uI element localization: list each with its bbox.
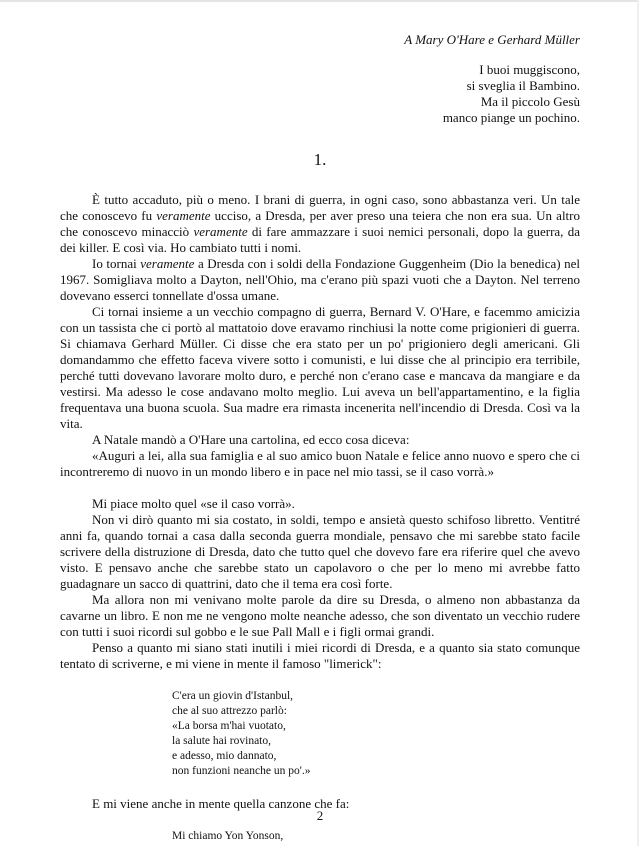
epigraph-line: manco piange un pochino. <box>442 110 580 125</box>
body-text <box>60 192 580 844</box>
verse-line: e adesso, mio dannato, <box>172 750 277 762</box>
text-run: ucciso, a Dresda, per aver preso una teiera che non era sua. Un altro che conoscevo minacciò <box>60 208 580 239</box>
text-run: a Dresda con i soldi della Fondazione Guggenheim (Dio la benedica) nel 1967. Somigliava molto a Dayton, nell'Ohio, ma c'erano più spazi vuoti che a Dayton. Nel terreno dovevano esserci tonnellate d'ossa umane. <box>60 256 580 303</box>
epigraph-line: I buoi muggiscono, <box>479 62 580 77</box>
verse-line: «La borsa m'hai vuotato, <box>172 720 286 732</box>
paragraph: Ma allora non mi venivano molte parole da dire su Dresda, o almeno non abbastanza da cavarne un libro. E non me ne vengono molte neanche adesso, che son diventato un vecchio rudere con tutti i suoi ricordi sul gobbo e le sue Pall Mall e i figli ormai grandi. <box>60 592 580 639</box>
song <box>172 829 580 844</box>
page-top-border <box>0 0 639 2</box>
paragraph <box>60 192 580 256</box>
verse-line: Mi chiamo Yon Yonson, <box>172 830 284 842</box>
paragraph: Ci tornai insieme a un vecchio compagno di guerra, Bernard V. O'Hare, e facemmo amicizia con un tassista che ci portò al mattatoio dove eravamo rinchiusi la notte come prigionieri di guerra. Si chiamava Gerhard Müller. Ci disse che era stato per un po' prigioniero degli americani. Gli domandammo che effetto faceva vivere sotto i comunisti, e lui disse che al principio era terribile, perché tutti dovevano lavorare molto duro, e perché non c'erano case e mancava da mangiare e da vestirsi. Ma adesso le cose andavano molto meglio. Lui aveva un bell'appartamentino, e la figlia frequentava una buona scuola. Sua madre era rimasta incenerita nell'incendio di Dresda. Così va la vita. <box>60 304 580 431</box>
text-run: di fare ammazzare i suoi nemici personali, dopo la guerra, da dei killer. E così via. Ho cambiato tutti i nomi. <box>60 224 580 255</box>
emphasis: veramente <box>156 208 211 223</box>
paragraph <box>60 256 580 304</box>
emphasis: veramente <box>193 224 248 239</box>
chapter-title: 1. <box>313 150 327 169</box>
limerick <box>172 689 580 779</box>
paragraph: E mi viene anche in mente quella canzone che fa: <box>92 796 350 811</box>
paragraph: Penso a quanto mi siano stati inutili i miei ricordi di Dresda, e a quanto sia stato comunque tentato di scriverne, e mi viene in mente il famoso "limerick": <box>60 640 580 671</box>
epigraph-line: si sveglia il Bambino. <box>466 78 580 93</box>
verse-line: non funzioni neanche un po'.» <box>172 765 311 777</box>
emphasis: veramente <box>140 256 195 271</box>
text-run: È tutto accaduto, più o meno. I brani di guerra, in ogni caso, sono abbastanza veri. Un tale che conoscevo fu <box>60 192 580 223</box>
verse-line: C'era un giovin d'Istanbul, <box>172 690 294 702</box>
text-run: Io tornai <box>92 256 141 271</box>
epigraph <box>443 62 580 126</box>
verse-line: che al suo attrezzo parlò: <box>172 705 287 717</box>
paragraph: A Natale mandò a O'Hare una cartolina, ed ecco cosa diceva: <box>92 432 410 447</box>
paragraph: Mi piace molto quel «se il caso vorrà». <box>92 496 295 511</box>
paragraph: Non vi dirò quanto mi sia costato, in soldi, tempo e ansietà questo schifoso libretto. Ventitré anni fa, quando tornai a casa dalla seconda guerra mondiale, pensavo che mi sarebbe stato facile scrivere della distruzione di Dresda, dato che tutto quel che dovevo fare era riferire quel che avevo visto. E pensavo anche che sarebbe stato un capolavoro o che per lo meno mi avrebbe fatto guadagnare un sacco di quattrini, dato che il tema era così forte. <box>60 512 580 591</box>
page-number: 2 <box>316 808 324 823</box>
epigraph-line: Ma il piccolo Gesù <box>480 94 580 109</box>
dedication: A Mary O'Hare e Gerhard Müller <box>404 32 580 47</box>
quote-paragraph: «Auguri a lei, alla sua famiglia e al suo amico buon Natale e felice anno nuovo e spero che ci incontreremo di nuovo in un mondo libero e in pace nel mio tassi, se il caso vorrà.» <box>60 448 580 479</box>
verse-line: la salute hai rovinato, <box>172 735 271 747</box>
